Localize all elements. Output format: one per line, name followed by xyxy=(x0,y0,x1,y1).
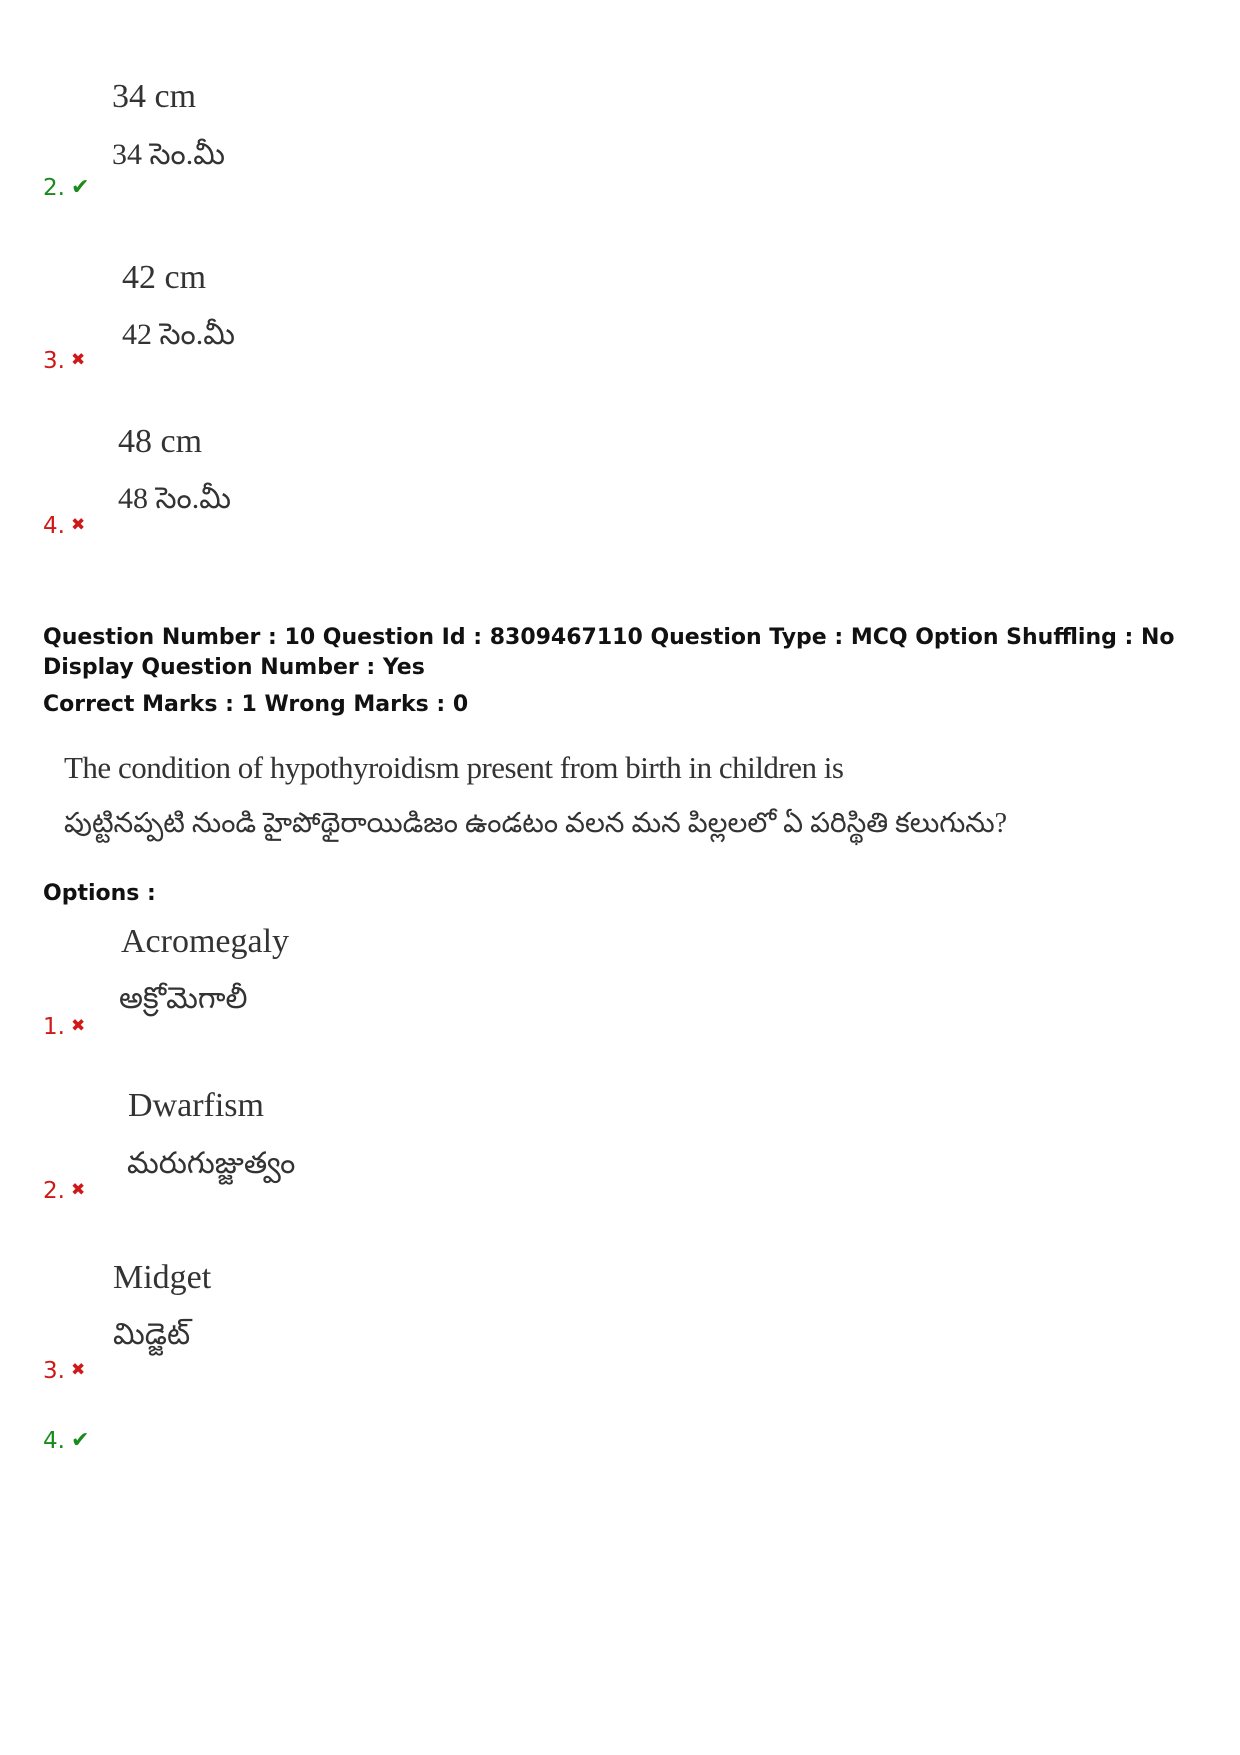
option-number: 1. xyxy=(43,1014,65,1040)
prev-option-4-marker xyxy=(43,513,85,539)
prev-option-4-telugu: 48 సెం.మీ xyxy=(118,482,232,515)
cross-icon: ✖ xyxy=(70,1360,86,1380)
prev-option-2-marker xyxy=(43,175,89,201)
option-number: 4. xyxy=(43,513,65,539)
prev-option-3-english: 42 cm xyxy=(122,259,207,296)
cross-icon: ✖ xyxy=(70,350,86,370)
option-number: 2. xyxy=(43,1178,65,1204)
option-2-marker xyxy=(43,1178,85,1204)
option-2-english: Dwarfism xyxy=(128,1087,264,1124)
option-number: 3. xyxy=(43,348,65,374)
prev-option-2-telugu: 34 సెం.మీ xyxy=(112,138,226,171)
option-3-marker xyxy=(43,1358,85,1384)
cross-icon: ✖ xyxy=(70,1016,86,1036)
question-meta-line-1: Question Number : 10 Question Id : 8309467110 Question Type : MCQ Option Shuffling : No xyxy=(43,625,1175,650)
option-1-telugu: అక్రోమెగాలీ xyxy=(119,982,248,1015)
options-label: Options : xyxy=(43,881,156,906)
option-1-marker xyxy=(43,1014,85,1040)
prev-option-4-english: 48 cm xyxy=(118,423,203,460)
question-meta-line-2: Display Question Number : Yes xyxy=(43,655,425,680)
cross-icon: ✖ xyxy=(70,515,86,535)
question-text-english: The condition of hypothyroidism present from birth in children is xyxy=(64,750,844,785)
option-number: 3. xyxy=(43,1358,65,1384)
option-2-telugu: మరుగుజ్జుత్వం xyxy=(127,1147,296,1180)
option-1-english: Acromegaly xyxy=(121,923,290,960)
option-number: 2. xyxy=(43,175,65,201)
prev-option-3-marker xyxy=(43,348,85,374)
option-3-english: Midget xyxy=(113,1259,212,1296)
prev-option-3-telugu: 42 సెం.మీ xyxy=(122,318,236,351)
option-3-telugu: మిడ్జెట్ xyxy=(113,1318,191,1351)
check-icon: ✔ xyxy=(70,1428,90,1453)
option-number: 4. xyxy=(43,1428,65,1454)
check-icon: ✔ xyxy=(70,175,90,200)
question-marks: Correct Marks : 1 Wrong Marks : 0 xyxy=(43,692,469,717)
option-4-marker xyxy=(43,1428,89,1454)
prev-option-2-english: 34 cm xyxy=(112,78,197,115)
question-text-telugu: పుట్టినప్పటి నుండి హైపోథైరాయిడిజం ఉండటం వలన మన పిల్లలలో ఏ పరిస్థితి కలుగును? xyxy=(64,808,1008,839)
cross-icon: ✖ xyxy=(70,1180,86,1200)
